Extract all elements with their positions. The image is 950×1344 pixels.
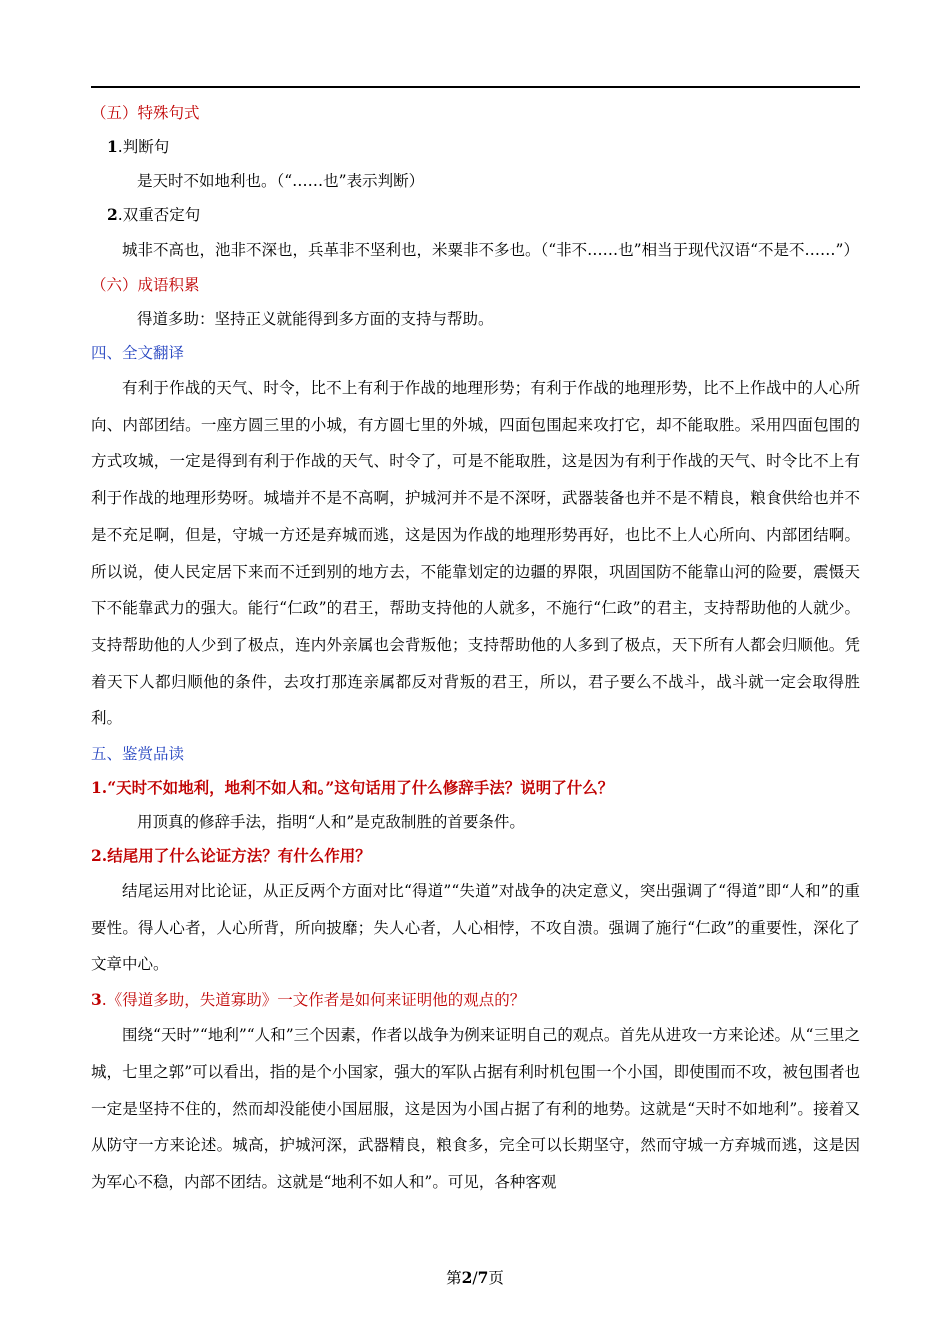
special-sentence-heading: （五）特殊句式 — [91, 104, 200, 122]
footer-prefix: 第 — [446, 1269, 462, 1287]
question-3-number: 3 — [91, 990, 102, 1010]
item2-example: 城非不高也，池非不深也，兵革非不坚利也，米粟非不多也。（“非不……也”相当于现代汉语“不是不……”） — [122, 241, 859, 259]
item1-title: .判断句 — [117, 138, 170, 156]
question-1 — [91, 771, 860, 805]
answer-1: 用顶真的修辞手法，指明“人和”是克敌制胜的首要条件。 — [137, 813, 525, 832]
idiom-heading: （六）成语积累 — [91, 276, 200, 294]
footer-suffix: 页 — [488, 1269, 504, 1287]
header-rule — [91, 86, 860, 88]
appreciation-heading: 五、鉴赏品读 — [91, 745, 185, 764]
item1-example: 是天时不如地利也。（“……也”表示判断） — [137, 172, 425, 190]
item2-title: .双重否定句 — [117, 206, 201, 224]
question-1-text: .“天时不如地利，地利不如人和。”这句话用了什么修辞手法？说明了什么？ — [101, 778, 614, 798]
question-2-text: .结尾用了什么论证方法？有什么作用？ — [101, 846, 371, 866]
question-3-text: .《得道多助，失道寡助》一文作者是如何来证明他的观点的？ — [101, 991, 526, 1010]
question-3 — [91, 983, 860, 1017]
item2-heading — [91, 198, 860, 232]
page-footer — [0, 1266, 950, 1290]
question-1-number: 1 — [91, 778, 102, 798]
answer-3: 围绕“天时”“地利”“人和”三个因素，作者以战争为例来证明自己的观点。首先从进攻一方来论述。从“三里之城，七里之郭”可以看出，指的是个小国家，强大的军队占据有利时机包围一个小国，即使围而不攻，被包围者也一定是坚持不住的，然而却没能使小国屈服，这是因为小国占据了有利的地势。这就是“天时不如地利”。接着又从防守一方来论述。城高，护城河深，武器精良，粮食多，完全可以长期坚守，然而守城一方弃城而逃，这是因为军心不稳，内部不团结。这就是“地利不如人和”。可见，各种客观 — [91, 1026, 860, 1191]
question-2 — [91, 839, 860, 873]
item1-number: 1 — [107, 137, 118, 156]
answer-2: 结尾运用对比论证，从正反两个方面对比“得道”“失道”对战争的决定意义，突出强调了“得道”即“人和”的重要性。得人心者，人心所背，所向披靡；失人心者，人心相悖，不攻自溃。强调了施行“仁政”的重要性，深化了文章中心。 — [91, 882, 860, 974]
footer-separator: / — [472, 1269, 478, 1287]
translation-text: 有利于作战的天气、时令，比不上有利于作战的地理形势；有利于作战的地理形势，比不上作战中的人心所向、内部团结。一座方圆三里的小城，有方圆七里的外城，四面包围起来攻打它，却不能取胜。采用四面包围的方式攻城，一定是得到有利于作战的天气、时令了，可是不能取胜，这是因为有利于作战的天气、时令比不上有利于作战的地理形势呀。城墙并不是不高啊，护城河并不是不深呀，武器装备也并不是不精良，粮食供给也并不是不充足啊，但是，守城一方还是弃城而逃，这是因为作战的地理形势再好，也比不上人心所向、内部团结啊。所以说，使人民定居下来而不迁到别的地方去，不能靠划定的边疆的界限，巩固国防不能靠山河的险要，震慑天下不能靠武力的强大。能行“仁政”的君王，帮助支持他的人就多，不施行“仁政”的君主，支持帮助他的人就少。支持帮助他的人少到了极点，连内外亲属也会背叛他；支持帮助他的人多到了极点，天下所有人都会归顺他。凭着天下人都归顺他的条件，去攻打那连亲属都反对背叛的君王，所以，君子要么不战斗，战斗就一定会取得胜利。 — [91, 379, 860, 728]
footer-current-page: 2 — [461, 1268, 473, 1287]
item2-number: 2 — [107, 205, 118, 224]
footer-total-pages: 7 — [477, 1268, 489, 1287]
translation-heading: 四、全文翻译 — [91, 344, 185, 362]
question-2-number: 2 — [91, 846, 102, 866]
document-body — [91, 96, 860, 1201]
idiom-text: 得道多助：坚持正义就能得到多方面的支持与帮助。 — [137, 310, 494, 328]
item1-heading — [91, 130, 860, 164]
